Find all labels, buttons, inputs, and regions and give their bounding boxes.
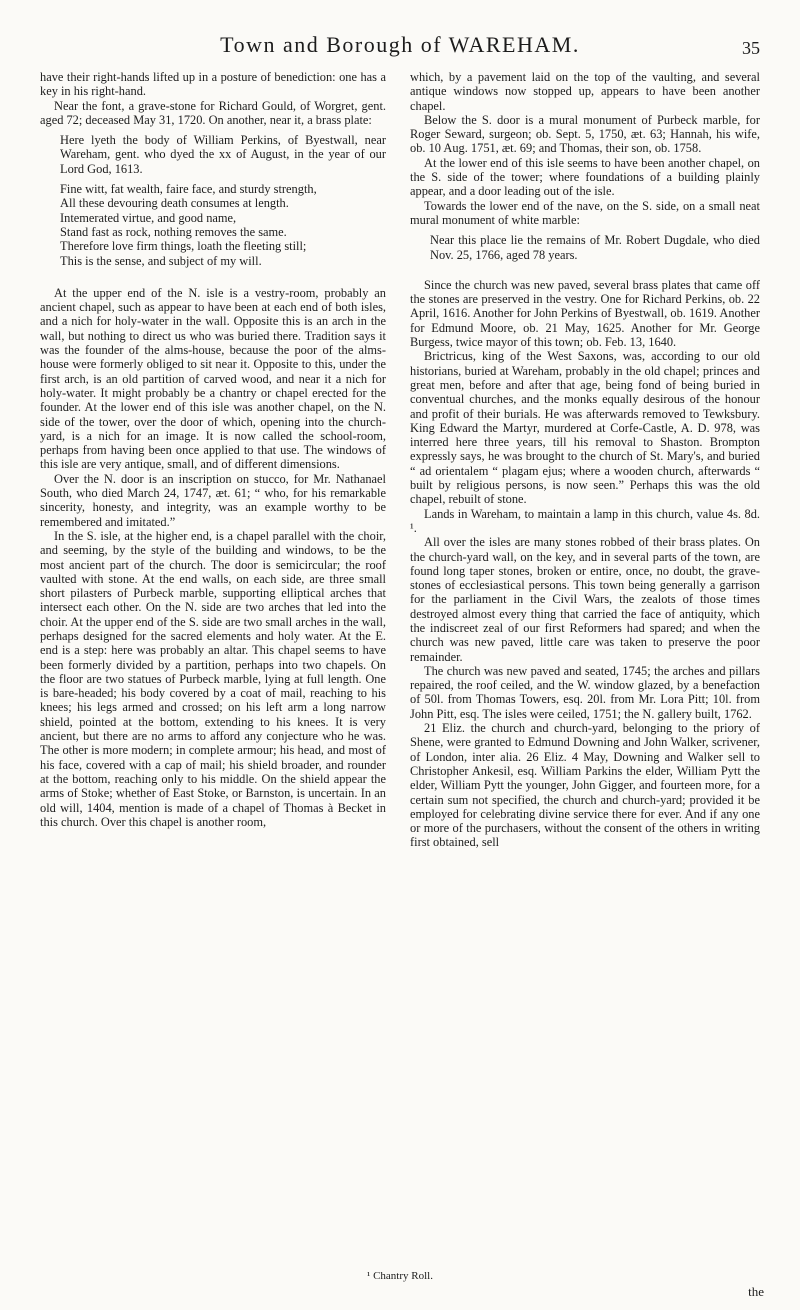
paragraph: 21 Eliz. the church and church-yard, belonging to the priory of Shene, were granted to Edmund Downing and John Walker, scrivener, of London, inter alia. 26 Eliz. 4 May, Downing and Walker sell to Christopher Ankesil, esq. William Parkins the elder, William Pytt the elder, William Pytt the younger, John Gigger, and fourteen more, for a certain sum not specified, the church and church-yard; provided it be employed for celebrating divine service there for ever. And if any one or more of the purchasers, without the consent of the others in writing first obtained, sell bbox=[410, 721, 760, 850]
paragraph: Towards the lower end of the nave, on the S. side, on a small neat mural monument of white marble: bbox=[410, 198, 760, 227]
running-header bbox=[32, 30, 768, 64]
paragraph: Over the N. door is an inscription on stucco, for Mr. Nathanael South, who died March 24, 1747, æt. 61; “ who, for his remarkable sincerity, honesty, and integrity, was an example worthy to be remembered and imitated.” bbox=[40, 471, 386, 529]
epitaph-inscription bbox=[60, 133, 386, 176]
paragraph: The church was new paved and seated, 1745; the arches and pillars repaired, the roof ceiled, and the W. window glazed, by a benefaction of 50l. from Thomas Towers, esq. 20l. from Mr. Lora Pitt; 10l. from John Pitt, esq. The isles were ceiled, 1751; the N. gallery built, 1762. bbox=[410, 663, 760, 721]
paragraph: All over the isles are many stones robbed of their brass plates. On the church-yard wall, on the key, and in several parts of the town, are found long taper stones, broken or entire, once, no doubt, the grave-stones of ecclesiastical persons. This town being generally a garrison for the parliament in the Civil Wars, the zealots of those times destroyed almost every thing that carried the face of antiquity, which the indiscreet zeal of our first Reformers had spared; and when the church was new paved, little care was taken to preserve the poor remainder. bbox=[410, 535, 760, 664]
paragraph: At the upper end of the N. isle is a vestry-room, probably an ancient chapel, such as appear to have been at each end of both isles, and a nich for holy-water in the wall. Opposite this is an arch in the wall, but nothing to direct us who was buried there. Tradition says it was the founder of the alms-house, because the poor of the alms-house were formerly obliged to sit near it. Opposite to this, under the first arch, is an old partition of carved wood, and near it a nich for holy-water. It might probably be a chantry or chapel erected for the founder. At the lower end of this isle was another chapel, on the N. side of the tower, over the door of which, opening into the church-yard, is a nich for an image. It is now called the school-room, perhaps from having been once applied to that use. The windows of this isle are very antique, small, and of different dimensions. bbox=[40, 285, 386, 472]
paragraph: Since the church was new paved, several brass plates that came off the stones are preserved in the vestry. One for Richard Perkins, ob. 22 April, 1616. Another for John Perkins of Byestwall, ob. 1619. Another for Edmund Moore, ob. 21 May, 1625. Another for Mr. George Burgess, twice mayor of this town; ob. Feb. 13, 1640. bbox=[410, 277, 760, 350]
right-column bbox=[410, 70, 760, 850]
verse-line: Fine witt, fat wealth, faire face, and sturdy strength, bbox=[60, 182, 317, 197]
verse-line: Intemerated virtue, and good name, bbox=[60, 210, 237, 225]
paragraph: which, by a pavement laid on the top of the vaulting, and several antique windows now stopped up, appears to have been another chapel. bbox=[410, 70, 760, 113]
paragraph: Brictricus, king of the West Saxons, was, according to our old historians, buried at Wareham, probably in the old chapel; princes and great men, before and after that age, being fond of being buried in conventual churches, and the monks equally desirous of the honour and profit of their burials. He was afterwards removed to Tewksbury. King Edward the Martyr, murdered at Corfe-Castle, A. D. 978, was interred here three years, till his removal to Shaston. Brompton expressly says, he was brought to the church of St. Mary's, and buried “ ad orientalem “ plagam ejus; where a wooden church, afterwards “ built by religious persons, is now seen.” Perhaps this was the old chapel, rebuilt of stone. bbox=[410, 349, 760, 507]
catchword: the bbox=[748, 1284, 764, 1299]
paragraph: Lands in Wareham, to maintain a lamp in this church, value 4s. 8d. ¹. bbox=[410, 506, 760, 535]
paragraph: In the S. isle, at the higher end, is a chapel parallel with the choir, and seeming, by the style of the building and windows, to be the most ancient part of the church. The door is semicircular; the roof vaulted with stone. At the end walls, on each side, are three small short pilasters of Purbeck marble, supporting elliptical arches that intersect each other. On the N. side are two arches that led into the choir. At the upper end of the S. side are two small arches in the wall, perhaps designed for the sacred elements and holy water. At the E. end is a step: here was probably an altar. This chapel seems to have been formerly divided by a partition, perhaps into two chapels. On the floor are two statues of Purbeck marble, lying at full length. One is bare-headed; his body covered by a coat of mail, reaching to his knees; his legs armed and crossed; on his left arm a long narrow shield, pointed at the bottom, extending to his knees. It is very ancient, but there are no arms to afford any conjecture who he was. The other is more modern; in complete armour; his head, and most of his face, covered with a cap of mail; his shield broader, and rounder at the bottom, reaching only to his middle. On the shield appear the arms of Stoke; whether of East Stoke, or Barnston, is uncertain. In an old will, 1404, mention is made of a chapel of Thomas à Becket in this church. Over this chapel is another room, bbox=[40, 528, 386, 829]
verse-line: Therefore love firm things, loath the fleeting still; bbox=[60, 239, 307, 254]
paragraph: Near the font, a grave-stone for Richard Gould, of Worgret, gent. aged 72; deceased May 31, 1720. On another, near it, a brass plate: bbox=[40, 98, 386, 127]
paragraph: At the lower end of this isle seems to have been another chapel, on the S. side of the tower; where foundations of a building plainly appear, and a door leading out of the isle. bbox=[410, 155, 760, 199]
spacer bbox=[410, 268, 760, 278]
paragraph: Below the S. door is a mural monument of Purbeck marble, for Roger Seward, surgeon; ob. Sept. 5, 1750, æt. 63; Hannah, his wife, ob. 10 Aug. 1751, æt. 69; and Thomas, their son, ob. 1758. bbox=[410, 112, 760, 156]
left-column bbox=[40, 70, 386, 829]
paragraph: have their right-hands lifted up in a posture of benediction: one has a key in his right-hand. bbox=[40, 70, 386, 99]
spacer bbox=[40, 276, 386, 286]
page-number: 35 bbox=[742, 38, 760, 58]
verse-line: Stand fast as rock, nothing removes the same. bbox=[60, 224, 287, 239]
inscription-text: Near this place lie the remains of Mr. Robert Dugdale, who died Nov. 25, 1766, aged 78 years. bbox=[430, 233, 760, 262]
epitaph-text: Here lyeth the body of William Perkins, of Byestwall, near Wareham, gent. who dyed the xx of August, in the year of our Lord God, 1613. bbox=[60, 133, 386, 176]
footnote: ¹ Chantry Roll. bbox=[367, 1270, 433, 1282]
epitaph-verse bbox=[60, 182, 386, 268]
running-title: Town and Borough of WAREHAM. bbox=[220, 32, 580, 57]
verse-line: This is the sense, and subject of my will. bbox=[60, 253, 262, 268]
monument-inscription bbox=[430, 233, 760, 262]
verse-line: All these devouring death consumes at length. bbox=[60, 196, 289, 211]
